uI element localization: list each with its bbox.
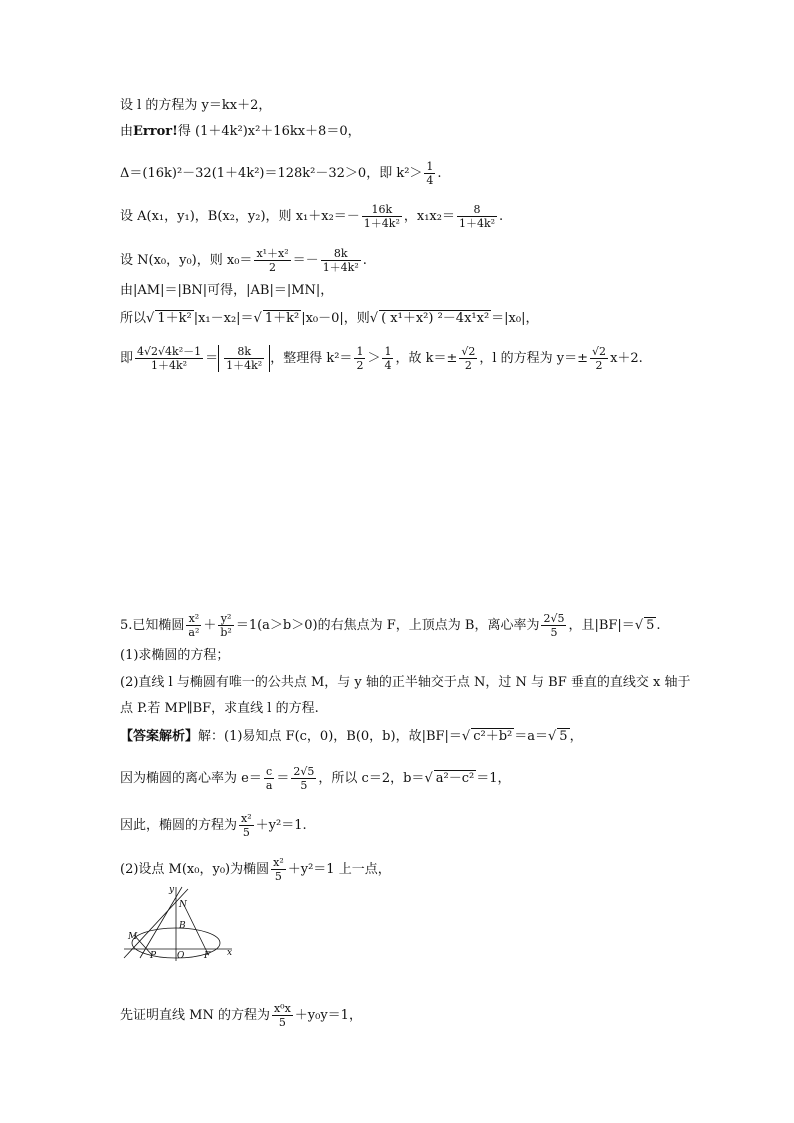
fraction: $\frac{√2}{2}$ — [592, 345, 607, 372]
fraction: $\frac{\text{4√2√4k²－1}}{\text{1＋4k²}}$ — [137, 345, 202, 372]
fraction: $\frac{\text{y²}}{\text{b²}}$ — [220, 612, 232, 639]
line-solve-k: 即 $\frac{\text{4√2√4k²－1}}{\text{1＋4k²}}$ ＝ $\frac{8k}{\text{1＋4k²}}$ ，整理得 k²＝ $\frac{1}{2}$ ＞ $\frac{1}{4}$ ，故 k＝± $\frac{√2}{2}$ ，l 的方程为 y＝± $\frac{√2}{2}$ x＋2. — [120, 345, 643, 372]
label-y: y — [169, 885, 175, 895]
label-n: N — [179, 900, 187, 910]
fraction: $\frac{\text{x²}}{5}$ — [273, 856, 284, 883]
fraction: $\frac{\text{x¹＋x²}}{2}$ — [256, 247, 289, 274]
fraction: $\frac{8k}{\text{1＋4k²}}$ — [226, 345, 263, 372]
fraction: $\frac{√2}{2}$ — [461, 345, 476, 372]
fraction: $\frac{\text{x⁰x}}{5}$ — [273, 1002, 291, 1029]
fraction: $\frac{1}{4}$ — [426, 160, 434, 187]
fraction: $\frac{1}{4}$ — [384, 345, 392, 372]
label-o: O — [177, 951, 185, 961]
line-discriminant: Δ＝(16k)²－32(1＋4k²)＝128k²－32＞0，即 k²＞ $\frac{1}{4}$ . — [120, 160, 442, 187]
fraction: $\frac{2√5}{5}$ — [293, 765, 315, 792]
fraction: $\frac{16k}{\text{1＋4k²}}$ — [363, 203, 400, 230]
answer-line-4: (2)设点 M(x₀，y₀)为椭圆 $\frac{\text{x²}}{5}$ ＋y²＝1 上一点， — [120, 856, 391, 883]
question-part-1: (1)求椭圆的方程； — [120, 648, 230, 663]
answer-line-2: 因为椭圆的离心率为 e＝ $\frac{c}{a}$ ＝ $\frac{2√5}{5}$ ，所以 c＝2，b＝√ a²－c² ＝1， — [120, 765, 511, 792]
answer-line-1: 【答案解析】解：(1)易知点 F(c，0)，B(0，b)，故|BF|＝√ c²＋b² ＝a＝√ 5 ， — [120, 729, 583, 744]
line-vieta: 设 A(x₁，y₁)，B(x₂，y₂)，则 x₁＋x₂＝－ $\frac{16k}{\text{1＋4k²}}$ ，x₁x₂＝ $\frac{8}{\text{1＋4k²}}$ . — [120, 203, 504, 230]
label-x: x — [227, 948, 233, 958]
fraction: $\frac{1}{2}$ — [356, 345, 364, 372]
line-equation-of-l: 设 l 的方程为 y＝kx＋2， — [120, 98, 272, 113]
question-part-2-cont: 点 P.若 MP∥BF，求直线 l 的方程. — [120, 701, 319, 716]
fraction: $\frac{8k}{\text{1＋4k²}}$ — [322, 247, 359, 274]
fraction: $\frac{8}{\text{1＋4k²}}$ — [458, 203, 496, 230]
label-f: F — [204, 951, 211, 961]
line-chord-length: 所以√ 1＋k² |x₁－x₂|＝√ 1＋k² |x₀－0|，则√ ( x¹＋x²) ²－4x¹x² ＝|x₀|， — [120, 311, 539, 326]
fraction: $\frac{c}{a}$ — [265, 765, 273, 792]
fraction: $\frac{\text{x²}}{\text{a²}}$ — [188, 612, 200, 639]
line-system-substitution: 由Error!得 (1＋4k²)x²＋16kx＋8＝0， — [120, 124, 361, 139]
fraction: $\frac{2√5}{5}$ — [543, 612, 565, 639]
fraction: $\frac{\text{x²}}{5}$ — [241, 812, 252, 839]
question-part-2: (2)直线 l 与椭圆有唯一的公共点 M，与 y 轴的正半轴交于点 N，过 N 与 BF 垂直的直线交 x 轴于 — [120, 675, 691, 690]
error-mark: Error! — [133, 124, 178, 139]
answer-line-3: 因此，椭圆的方程为 $\frac{\text{x²}}{5}$ ＋y²＝1. — [120, 812, 307, 839]
line-midpoint-n: 设 N(x₀，y₀)，则 x₀＝ $\frac{\text{x¹＋x²}}{2}$ ＝－ $\frac{8k}{\text{1＋4k²}}$ . — [120, 247, 367, 274]
line-am-bn: 由|AM|＝|BN|可得，|AB|＝|MN|， — [120, 283, 334, 298]
label-m: M — [128, 932, 138, 942]
answer-line-5: 先证明直线 MN 的方程为 $\frac{\text{x⁰x}}{5}$ ＋y₀y＝1， — [120, 1002, 362, 1029]
label-p: P — [150, 951, 157, 961]
question-5: 5.已知椭圆 $\frac{\text{x²}}{\text{a²}}$ ＋ $\frac{\text{y²}}{\text{b²}}$ ＝1(a＞b＞0)的右焦点为 F，上顶点为 B，离心率为 $\frac{2√5}{5}$ ，且|BF|＝√ 5 . — [120, 612, 661, 639]
label-b: B — [179, 921, 186, 931]
ellipse-figure — [120, 883, 240, 963]
answer-heading: 【答案解析】 — [120, 729, 199, 744]
